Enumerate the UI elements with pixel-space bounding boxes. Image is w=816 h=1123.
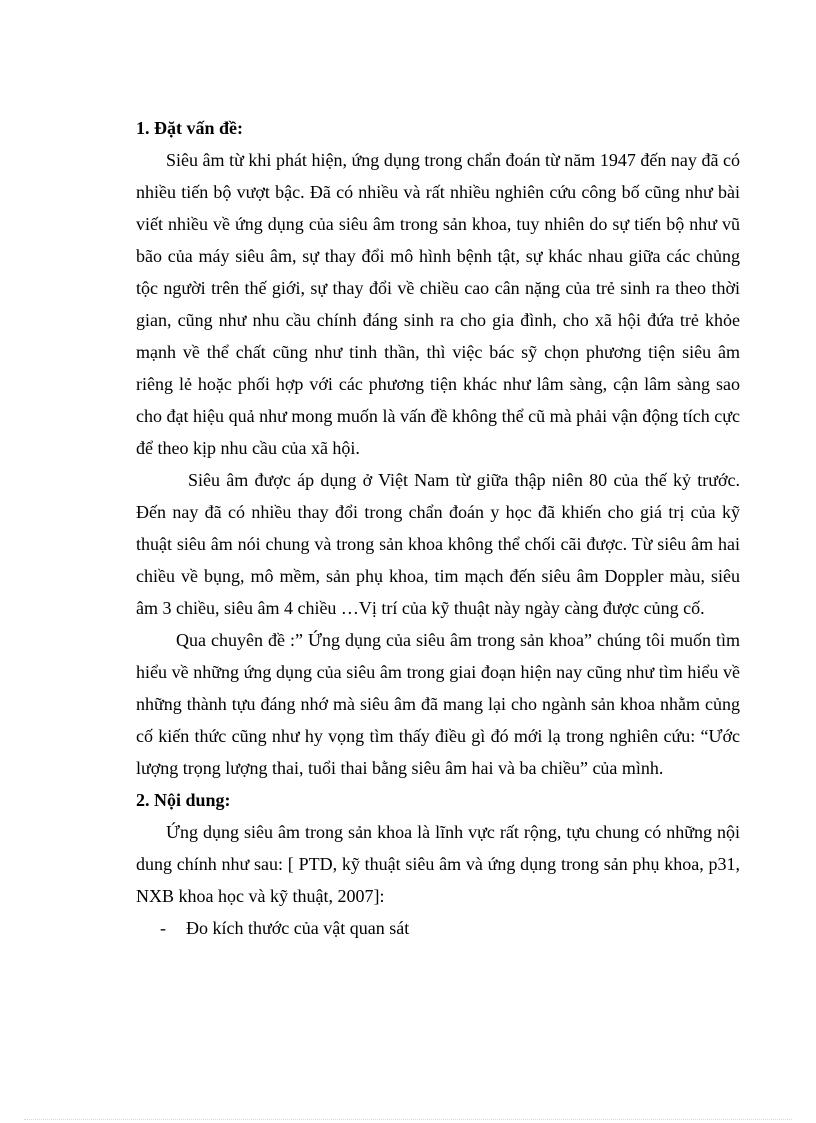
- page-bottom-divider: [24, 1119, 792, 1120]
- section-1-paragraph-1: Siêu âm từ khi phát hiện, ứng dụng trong chẩn đoán từ năm 1947 đến nay đã có nhiều tiến bộ vượt bậc. Đã có nhiều và rất nhiều nghiên cứu công bố cũng như bài viết nhiều về ứng dụng của siêu âm trong sản khoa, tuy nhiên do sự tiến bộ như vũ bão của máy siêu âm, sự thay đổi mô hình bệnh tật, sự khác nhau giữa các chủng tộc người trên thế giới, sự thay đổi về chiều cao cân nặng của trẻ sinh ra theo thời gian, cũng như nhu cầu chính đáng sinh ra cho gia đình, cho xã hội đứa trẻ khỏe mạnh về thể chất cũng như tinh thần, thì việc bác sỹ chọn phương tiện siêu âm riêng lẻ hoặc phối hợp với các phương tiện khác như lâm sàng, cận lâm sàng sao cho đạt hiệu quả như mong muốn là vấn đề không thể cũ mà phải vận động tích cực để theo kịp nhu cầu của xã hội.: [136, 150, 740, 458]
- section-1-heading: 1. Đặt vấn đề:: [136, 118, 243, 138]
- list-item: [136, 912, 740, 944]
- document-page: [136, 112, 740, 944]
- section-1-paragraph-3: Qua chuyên đề :” Ứng dụng của siêu âm trong sản khoa” chúng tôi muốn tìm hiểu về những ứng dụng của siêu âm trong giai đoạn hiện nay cũng như tìm hiểu về những thành tựu đáng nhớ mà siêu âm đã mang lại cho ngành sản khoa nhằm củng cố kiến thức cũng như hy vọng tìm thấy điều gì đó mới lạ trong nghiên cứu: “Ước lượng trọng lượng thai, tuổi thai bằng siêu âm hai và ba chiều” của mình.: [136, 630, 740, 778]
- list-item-text: Đo kích thước của vật quan sát: [186, 918, 410, 938]
- list-bullet: -: [160, 918, 166, 938]
- section-2-heading: 2. Nội dung:: [136, 790, 231, 810]
- section-1-paragraph-2: Siêu âm được áp dụng ở Việt Nam từ giữa thập niên 80 của thế kỷ trước. Đến nay đã có nhiều thay đổi trong chẩn đoán y học đã khiến cho giá trị của kỹ thuật siêu âm nói chung và trong sản khoa không thể chối cãi được. Từ siêu âm hai chiều về bụng, mô mềm, sản phụ khoa, tim mạch đến siêu âm Doppler màu, siêu âm 3 chiều, siêu âm 4 chiều …Vị trí của kỹ thuật này ngày càng được củng cố.: [136, 470, 740, 618]
- section-2-paragraph: Ứng dụng siêu âm trong sản khoa là lĩnh vực rất rộng, tựu chung có những nội dung chính như sau: [ PTD, kỹ thuật siêu âm và ứng dụng trong sản phụ khoa, p31, NXB khoa học và kỹ thuật, 2007]:: [136, 822, 740, 906]
